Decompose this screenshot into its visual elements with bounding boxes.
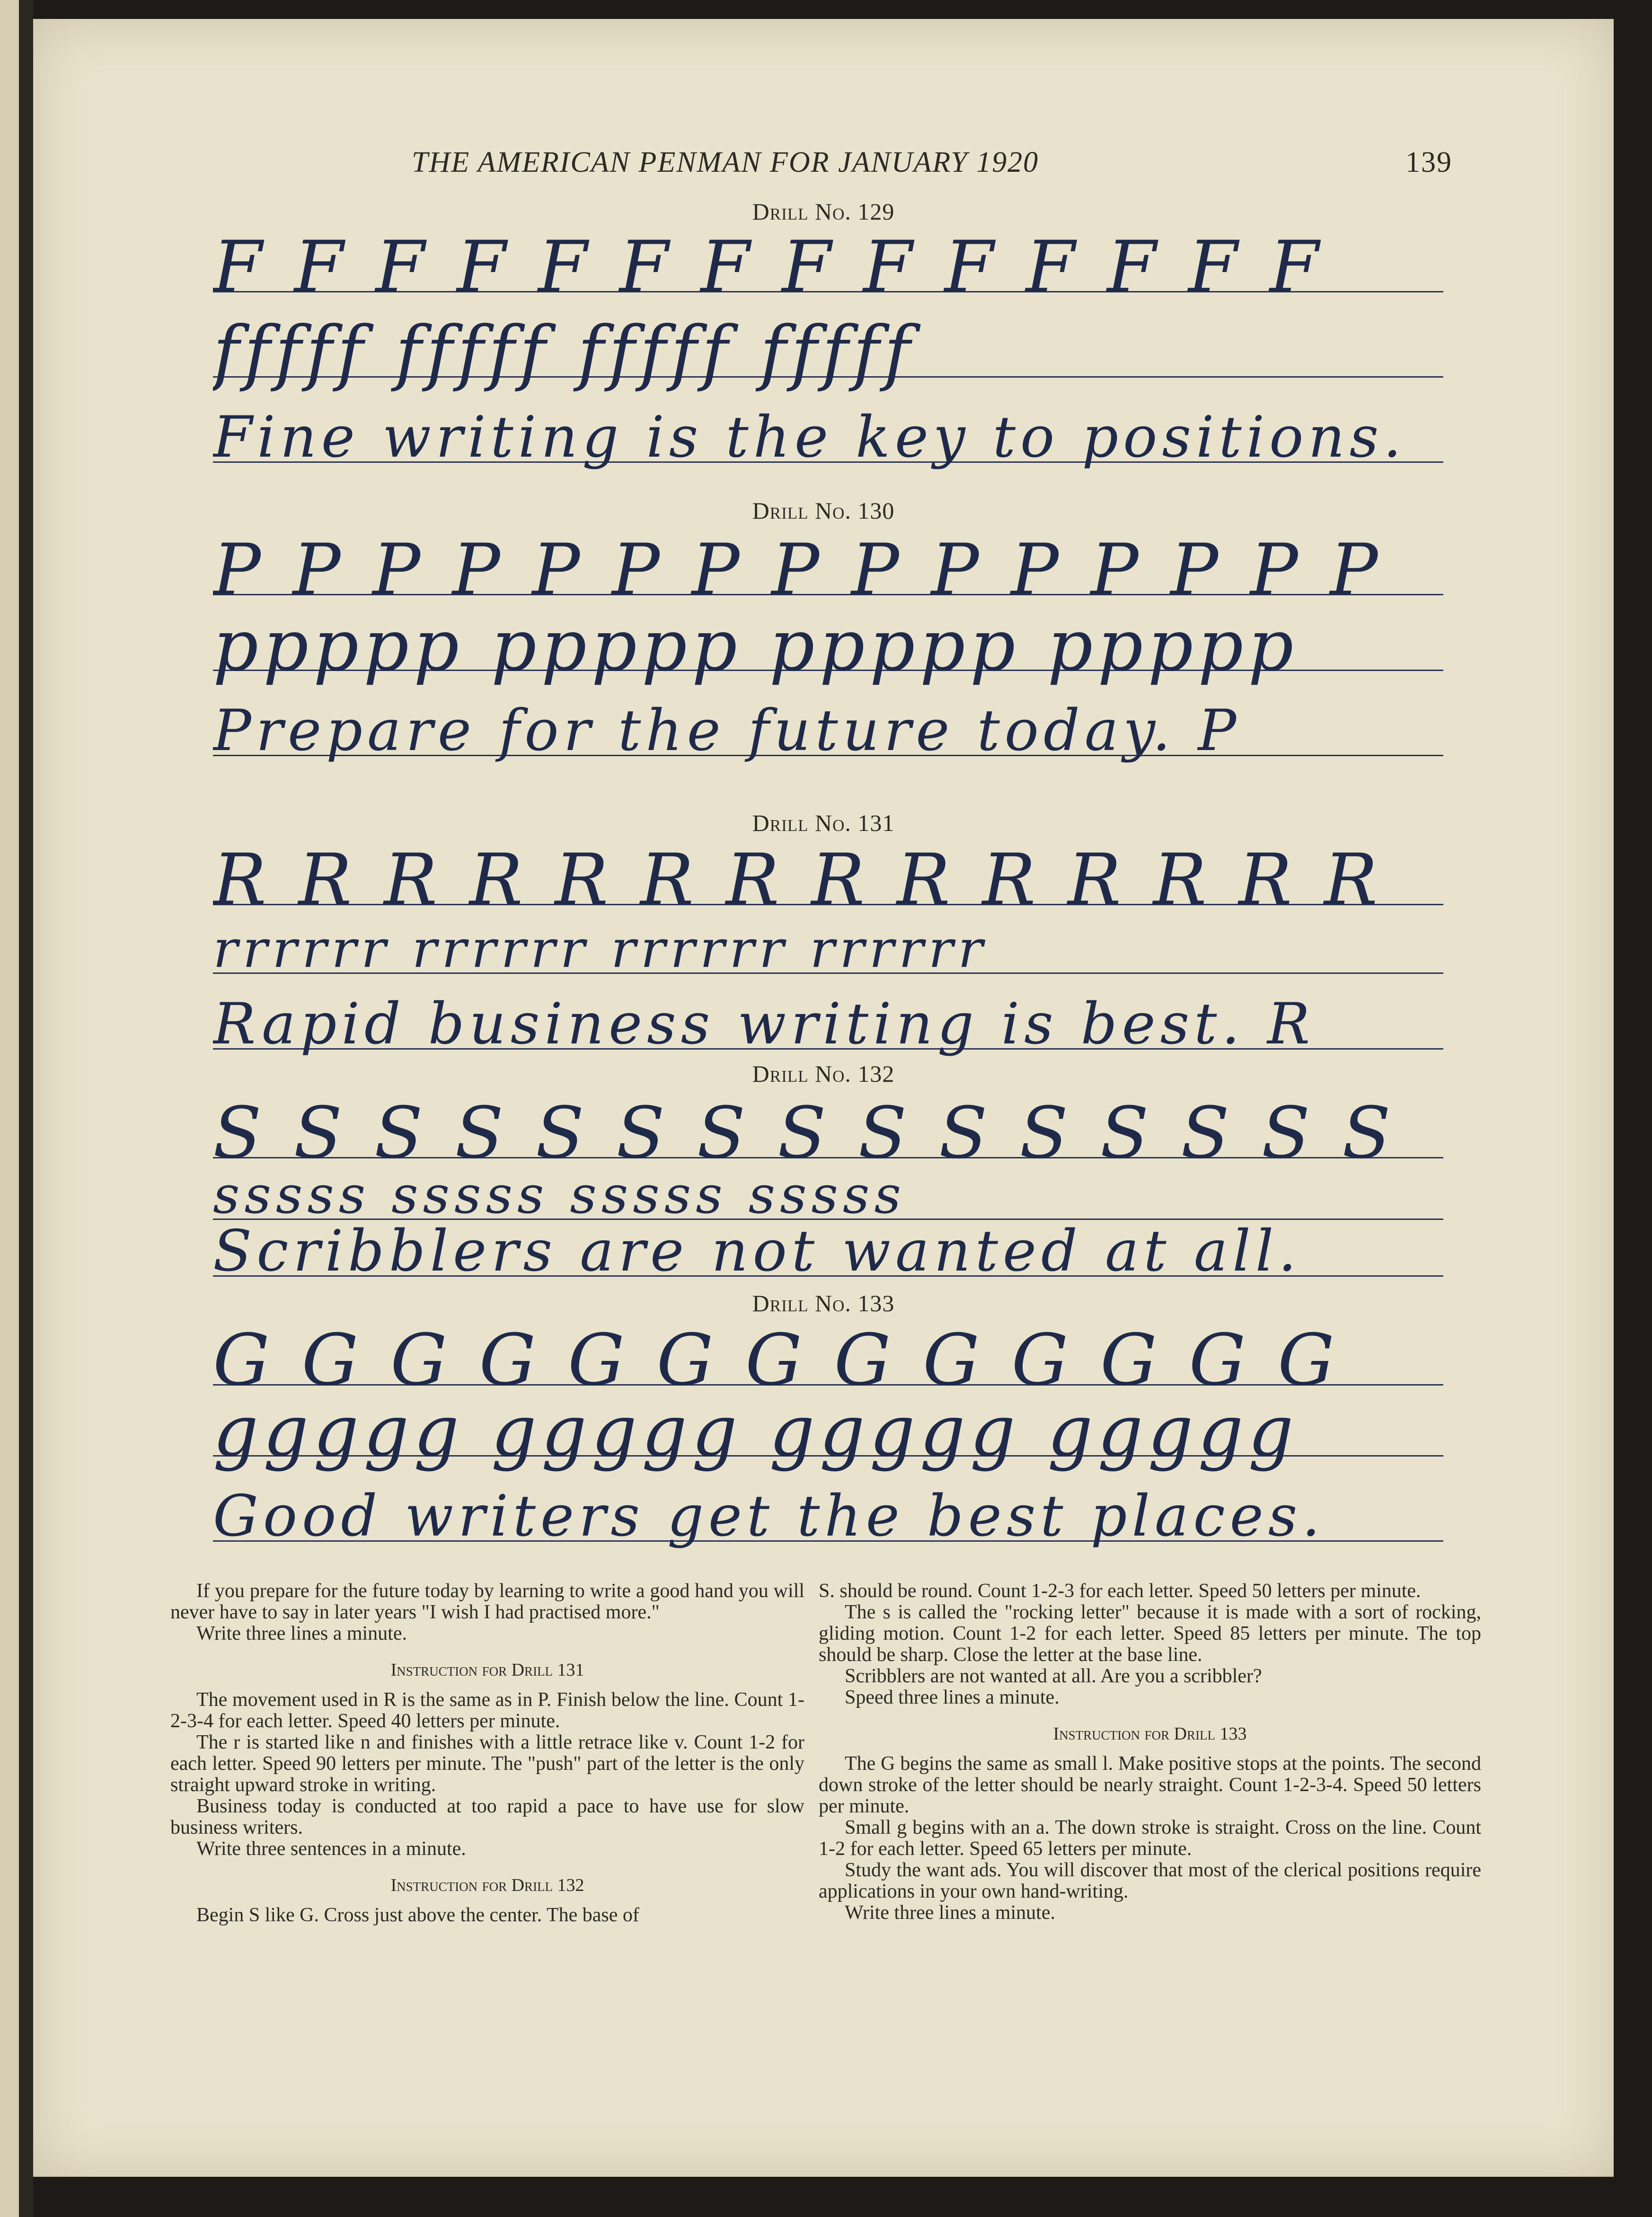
drill-131-line-1: R R R R R R R R R R R R R R [213, 840, 1443, 920]
instruction-132-heading: Instruction for Drill 132 [390, 1875, 584, 1895]
drill-130-line-1: P P P P P P P P P P P P P P P [213, 530, 1443, 610]
drill-133-title: Drill No. 133 [752, 1290, 895, 1316]
drill-132-line-3: Scribblers are not wanted at all. [213, 1211, 1443, 1292]
drill-129-line-3: Fine writing is the key to positions. [213, 397, 1443, 478]
right-para-5: The G begins the same as small l. Make positive stops at the points. The second down stroke of the letter should be nearly straight. Count 1-2-3-4. Speed 50 letters per minute. [819, 1753, 1481, 1817]
drill-130-line-2: ppppp ppppp ppppp ppppp [213, 606, 1443, 686]
left-para-6: Write three sentences in a minute. [196, 1838, 466, 1860]
drill-133-line-1: G G G G G G G G G G G G G [213, 1320, 1443, 1401]
drill-132-line-1: S S S S S S S S S S S S S S S [213, 1093, 1443, 1174]
left-para-4: The r is started like n and finishes with a little retrace like v. Count 1-2 for each letter. Speed 90 letters per minute. The "push" part of the letter is the only straight upward stroke in writing. [170, 1731, 804, 1796]
drill-130-title: Drill No. 130 [752, 497, 895, 524]
right-para-6: Small g begins with an a. The down stroke is straight. Cross on the line. Count 1-2 for each letter. Speed 65 letters per minute. [819, 1817, 1481, 1860]
right-text-column [819, 1581, 1481, 1924]
intro-paragraph: If you prepare for the future today by learning to write a good hand you will never have to say in later years "I wish I had practised more." [170, 1580, 804, 1623]
instruction-131-heading: Instruction for Drill 131 [390, 1660, 584, 1680]
drill-129-title: Drill No. 129 [752, 198, 895, 225]
drill-129-line-2: fffff fffff fffff fffff [213, 312, 1443, 393]
drill-132-title: Drill No. 132 [752, 1060, 895, 1087]
drill-133-line-3: Good writers get the best places. [213, 1476, 1443, 1557]
drill-131-line-2: rrrrrr rrrrrr rrrrrr rrrrrr [213, 909, 1443, 989]
left-text-column [170, 1581, 804, 1926]
drill-131-title: Drill No. 131 [752, 810, 895, 836]
drill-132-line-2: sssss sssss sssss sssss [213, 1155, 1443, 1235]
page-number: 139 [1405, 146, 1452, 178]
left-para-5: Business today is conducted at too rapid a pace to have use for slow business writers. [170, 1795, 804, 1838]
right-para-3: Scribblers are not wanted at all. Are you a scribbler? [845, 1665, 1262, 1687]
right-para-4: Speed three lines a minute. [845, 1687, 1060, 1708]
left-para-3: The movement used in R is the same as in P. Finish below the line. Count 1-2-3-4 for each letter. Speed 40 letters per minute. [170, 1689, 804, 1732]
drill-133-line-2: ggggg ggggg ggggg ggggg [213, 1391, 1443, 1472]
left-page-edge [0, 0, 19, 2217]
magazine-page [33, 19, 1614, 2177]
drill-131-line-3: Rapid business writing is best. R [213, 984, 1443, 1065]
left-para-7: Begin S like G. Cross just above the center. The base of [196, 1904, 639, 1926]
right-para-8: Write three lines a minute. [845, 1902, 1055, 1924]
right-para-7: Study the want ads. You will discover that most of the clerical positions require applications in your own hand-writing. [819, 1859, 1481, 1902]
drill-129-line-1: F F F F F F F F F F F F F F [213, 227, 1443, 308]
drill-130-line-3: Prepare for the future today. P [213, 691, 1443, 771]
left-para-2: Write three lines a minute. [196, 1623, 407, 1644]
instruction-133-heading: Instruction for Drill 133 [1053, 1724, 1247, 1744]
right-para-1: S. should be round. Count 1-2-3 for each letter. Speed 50 letters per minute. [819, 1580, 1421, 1602]
right-para-2: The s is called the "rocking letter" because it is made with a sort of rocking, gliding motion. Count 1-2 for each letter. Speed 85 letters per minute. The top should be sharp. Close the letter at the base line. [819, 1601, 1481, 1666]
binding-shadow [19, 0, 33, 2217]
running-title: THE AMERICAN PENMAN FOR JANUARY 1920 [412, 146, 1039, 178]
running-header [33, 137, 1614, 189]
